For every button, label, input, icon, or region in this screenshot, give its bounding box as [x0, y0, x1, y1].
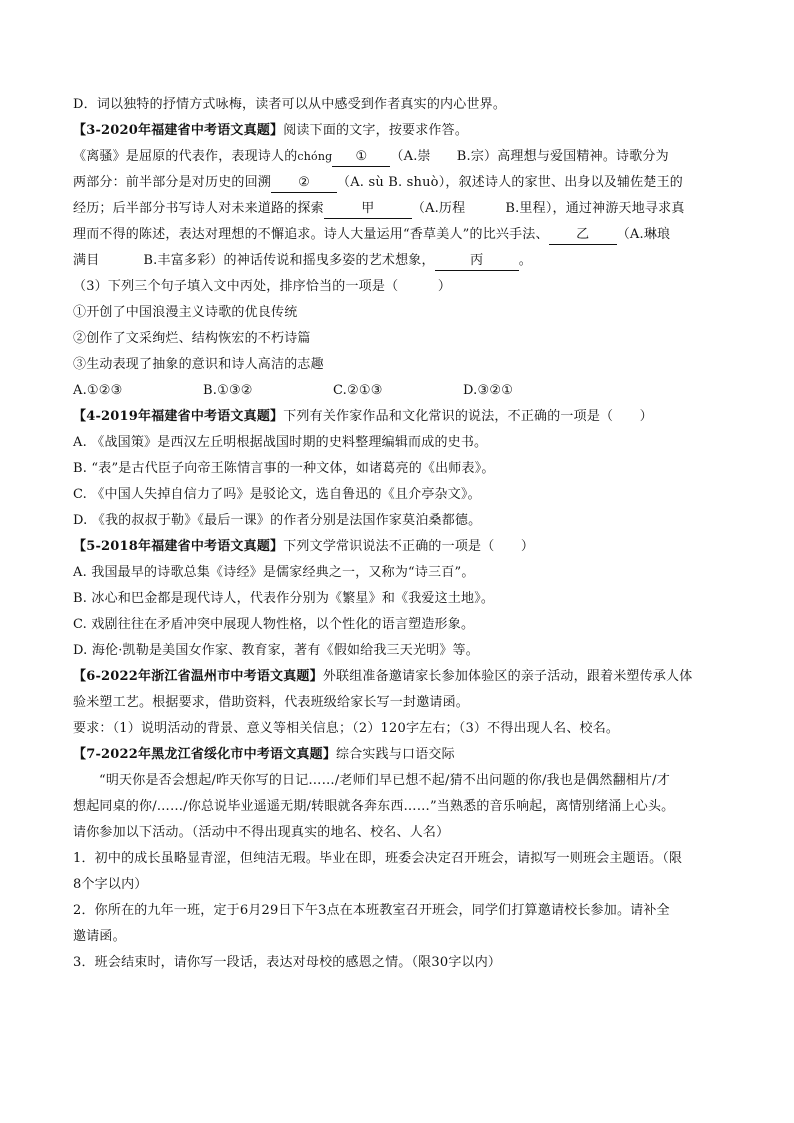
q3-subquestion: （3）下列三个句子填入文中丙处，排序恰当的一项是（ ）	[73, 279, 452, 294]
q7-item-3: 3．班会结束时，请你写一段话，表达对母校的感恩之情。（限30字以内）	[73, 955, 502, 970]
q3-passage-line-3	[73, 196, 733, 222]
q5-option-b[interactable]: B. 冰心和巴金都是现代诗人，代表作分别为《繁星》和《我爱这土地》。	[73, 591, 495, 606]
blank-2[interactable]: ②	[271, 174, 337, 193]
sentence-2: ②创作了文采绚烂、结构恢宏的不朽诗篇	[73, 331, 311, 346]
q3-text: 满目	[73, 253, 100, 268]
q4-option-c[interactable]: C. 《中国人失掉自信力了吗》是驳论文，选自鲁迅的《且介亭杂文》。	[73, 487, 481, 502]
q7-item-2a: 2．你所在的九年一班，定于6月29日下午3点在本班教室召开班会，同学们打算邀请校长参加。请补全	[73, 903, 670, 918]
blank-1[interactable]: ①	[332, 148, 390, 167]
q7-prompt: 综合实践与口语交际	[336, 747, 455, 762]
q5-tag: 【5-2018年福建省中考语文真题】	[73, 539, 284, 554]
q3-text: 《离骚》是屈原的代表作，表现诗人的	[73, 149, 298, 164]
q3-text: 。	[518, 253, 532, 268]
q3-passage-line-5	[73, 248, 733, 274]
q3-text: B.丰富多彩）的神话传说和摇曳多姿的艺术想象，	[143, 253, 435, 268]
q4-option-b[interactable]: B. “表”是古代臣子向帝王陈情言事的一种文体，如诸葛亮的《出师表》。	[73, 461, 495, 476]
option-a[interactable]: A.①②③	[73, 383, 123, 398]
q4-tag: 【4-2019年福建省中考语文真题】	[73, 409, 284, 424]
q2-option-d: D．词以独特的抒情方式咏梅，读者可以从中感受到作者真实的内心世界。	[73, 97, 507, 112]
q3-tag: 【3-2020年福建省中考语文真题】	[73, 123, 284, 138]
q5-option-a[interactable]: A. 我国最早的诗歌总集《诗经》是儒家经典之一，又称为“诗三百”。	[73, 565, 475, 580]
blank-jia[interactable]: 甲	[324, 200, 412, 219]
q3-heading	[73, 118, 733, 144]
q7-item-2b: 邀请函。	[73, 929, 126, 944]
blank-bing[interactable]: 丙	[435, 252, 519, 271]
q7-lyrics-2: 想起同桌的你/……/你总说毕业遥遥无期/转眼就各奔东西……”当熟悉的音乐响起，离情别绪涌上心头。	[73, 799, 675, 814]
sentence-3: ③生动表现了抽象的意识和诗人高洁的志趣	[73, 357, 324, 372]
q3-passage-line-1	[73, 144, 733, 170]
q3-text: 两部分：前半部分是对历史的回溯	[73, 175, 272, 190]
q3-prompt: 阅读下面的文字，按要求作答。	[283, 123, 469, 138]
option-b[interactable]: B.①③②	[203, 383, 253, 398]
q5-option-c[interactable]: C. 戏剧往往在矛盾冲突中展现人物性格，以个性化的语言塑造形象。	[73, 617, 475, 632]
q6-tag: 【6-2022年浙江省温州市中考语文真题】	[73, 669, 323, 684]
pinyin-chong: chóng	[297, 150, 333, 163]
q3-text: B.宗）高理想与爱国精神。诗歌分为	[456, 149, 669, 164]
q7-item-1a: 1．初中的成长虽略显青涩，但纯洁无瑕。毕业在即，班委会决定召开班会，请拟写一则班会主题语。（限	[73, 851, 683, 866]
q6-heading	[73, 664, 733, 690]
q3-text: 经历；后半部分书写诗人对未来道路的探索	[73, 201, 324, 216]
q6-text-1: 外联组准备邀请家长参加体验区的亲子活动，跟着米塑传承人体	[322, 669, 693, 684]
q6-requirements: 要求：（1）说明活动的背景、意义等相关信息；（2）120字左右；（3）不得出现人名、校名。	[73, 721, 620, 736]
q3-text: （A.崇	[390, 149, 431, 164]
q3-passage-line-2	[73, 170, 733, 196]
q3-text: （A. sù B. shuò），叙述诗人的家世、出身以及辅佐楚王的	[337, 175, 684, 190]
q7-tag: 【7-2022年黑龙江省绥化市中考语文真题】	[73, 747, 337, 762]
q5-heading	[73, 534, 733, 560]
option-c[interactable]: C.②①③	[333, 383, 383, 398]
q4-heading	[73, 404, 733, 430]
blank-yi[interactable]: 乙	[549, 226, 617, 245]
q3-text: 理而不得的陈述，表达对理想的不懈追求。诗人大量运用“香草美人”的比兴手法、	[73, 227, 549, 242]
q3-passage-line-4	[73, 222, 733, 248]
sentence-1: ①开创了中国浪漫主义诗歌的优良传统	[73, 305, 298, 320]
q5-option-d[interactable]: D. 海伦·凯勒是美国女作家、教育家，著有《假如给我三天光明》等。	[73, 643, 479, 658]
q7-item-1b: 8个字以内）	[73, 877, 148, 892]
q3-text: （A.琳琅	[616, 227, 671, 242]
q7-lyrics-1: “明天你是否会想起/昨天你写的日记……/老师们早已想不起/猜不出问题的你/我也是偶然翻相片/才	[99, 773, 670, 788]
q3-options	[73, 378, 733, 404]
q4-option-d[interactable]: D. 《我的叔叔于勒》《最后一课》的作者分别是法国作家莫泊桑都德。	[73, 513, 482, 528]
option-d[interactable]: D.③②①	[463, 383, 514, 398]
q4-prompt: 下列有关作家作品和文化常识的说法，不正确的一项是（ ）	[283, 409, 653, 424]
q5-prompt: 下列文学常识说法不正确的一项是（ ）	[283, 539, 535, 554]
document-page	[73, 92, 733, 976]
q6-text-2: 验米塑工艺。根据要求，借助资料，代表班级给家长写一封邀请函。	[73, 695, 470, 710]
q7-heading	[73, 742, 733, 768]
q4-option-a[interactable]: A. 《战国策》是西汉左丘明根据战国时期的史料整理编辑而成的史书。	[73, 435, 488, 450]
q3-text: （A.历程	[411, 201, 466, 216]
q7-instructions: 请你参加以下活动。（活动中不得出现真实的地名、校名、人名）	[73, 825, 450, 840]
q3-text: B.里程），通过神游天地寻求真	[505, 201, 685, 216]
